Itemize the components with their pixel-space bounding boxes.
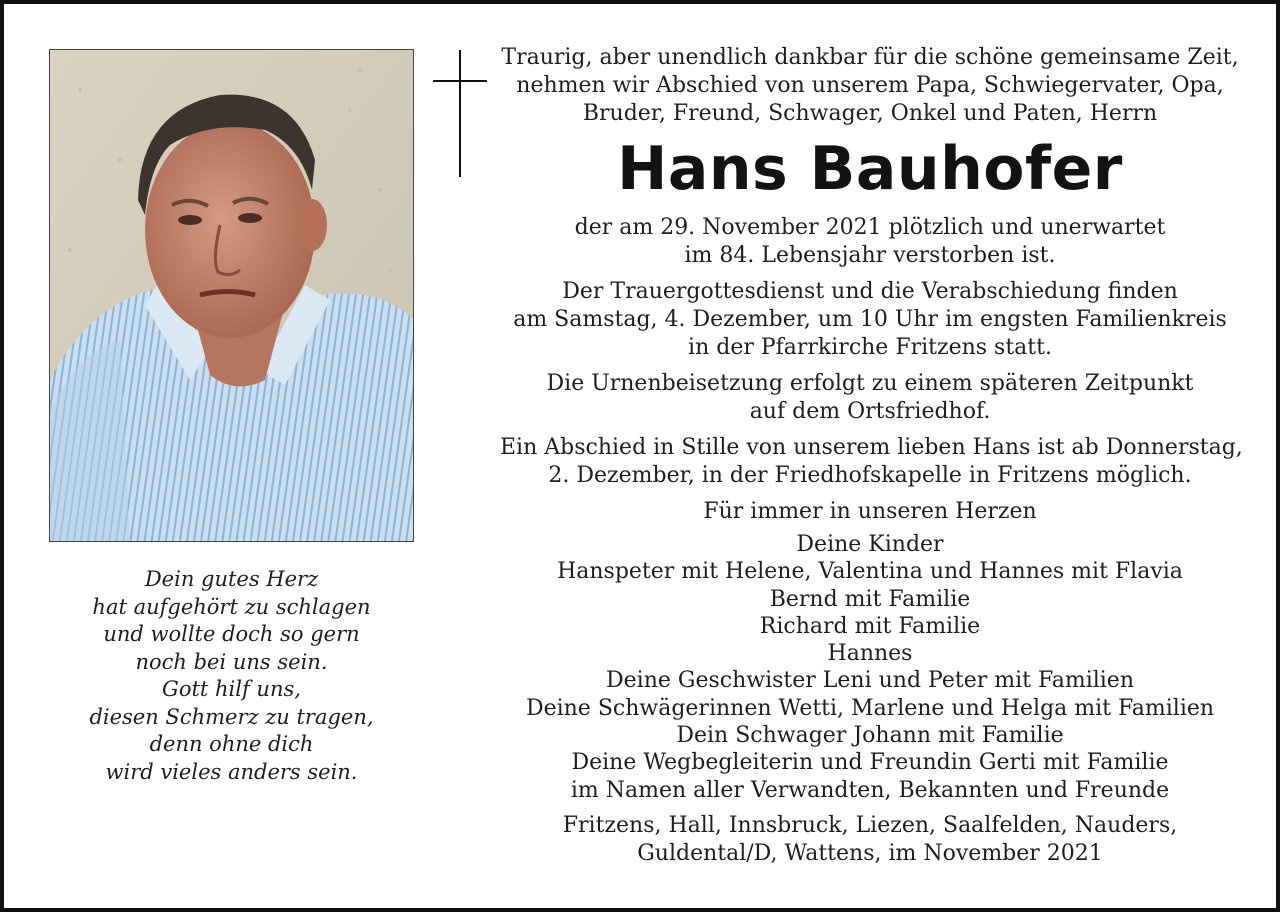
poem (49, 566, 414, 786)
burial-line: auf dem Ortsfriedhof. (749, 399, 991, 424)
portrait-photo (49, 49, 414, 542)
mourner-line: Hannes (827, 641, 913, 667)
service-info (500, 278, 1240, 362)
poem-line: Gott hilf uns, (162, 677, 301, 701)
death-notice-line: im 84. Lebensjahr verstorben ist. (684, 243, 1056, 268)
burial-info (500, 370, 1240, 426)
portrait-image (50, 50, 414, 542)
intro-line: Bruder, Freund, Schwager, Onkel und Paten, Herrn (582, 101, 1158, 126)
deceased-name: Hans Bauhofer (617, 134, 1123, 204)
farewell-line: 2. Dezember, in der Friedhofskapelle in Fritzens möglich. (548, 463, 1192, 488)
mourner-line: Richard mit Familie (759, 613, 981, 639)
cross-vertical-bar (459, 50, 461, 177)
places-line: Fritzens, Hall, Innsbruck, Liezen, Saalfelden, Nauders, (562, 812, 1178, 838)
service-line: am Samstag, 4. Dezember, um 10 Uhr im engsten Familienkreis (513, 307, 1227, 332)
mourner-line: Deine Kinder (796, 532, 944, 557)
mourners-list (500, 531, 1240, 804)
places-date (500, 812, 1240, 868)
burial-line: Die Urnenbeisetzung erfolgt zu einem späteren Zeitpunkt (546, 371, 1194, 396)
mourner-line: Dein Schwager Johann mit Familie (676, 723, 1064, 749)
intro-line: Traurig, aber unendlich dankbar für die schöne gemeinsame Zeit, (501, 45, 1239, 70)
intro (500, 44, 1240, 128)
farewell-line: Ein Abschied in Stille von unserem lieben Hans ist ab Donnerstag, (500, 435, 1243, 460)
cross-horizontal-bar (433, 80, 487, 82)
death-notice (500, 214, 1240, 270)
poem-line: diesen Schmerz zu tragen, (89, 704, 374, 729)
service-line: in der Pfarrkirche Fritzens statt. (688, 335, 1052, 360)
mourner-line: Deine Wegbegleiterin und Freundin Gerti mit Familie (571, 750, 1169, 776)
mourner-line: im Namen aller Verwandten, Bekannten und Freunde (570, 777, 1170, 803)
obituary-text (500, 44, 1243, 868)
mourner-line: Hanspeter mit Helene, Valentina und Hannes mit Flavia (557, 559, 1183, 585)
poem-line: denn ohne dich (149, 732, 314, 756)
death-notice-line: der am 29. November 2021 plötzlich und unerwartet (574, 215, 1166, 240)
poem-line: wird vieles anders sein. (105, 759, 358, 784)
mourner-line: Bernd mit Familie (769, 586, 971, 612)
closing-line: Für immer in unseren Herzen (703, 499, 1037, 524)
mourner-line: Deine Geschwister Leni und Peter mit Familien (606, 668, 1134, 694)
intro-line: nehmen wir Abschied von unserem Papa, Schwiegervater, Opa, (516, 73, 1224, 98)
poem-line: hat aufgehört zu schlagen (92, 594, 371, 619)
mourner-line: Deine Schwägerinnen Wetti, Marlene und Helga mit Familien (525, 695, 1215, 721)
poem-line: noch bei uns sein. (135, 649, 328, 674)
poem-line: und wollte doch so gern (103, 622, 360, 646)
farewell-info (500, 434, 1243, 490)
poem-line: Dein gutes Herz (144, 567, 319, 591)
places-line: Guldental/D, Wattens, im November 2021 (637, 840, 1103, 866)
service-line: Der Trauergottesdienst und die Verabschiedung finden (562, 279, 1178, 304)
